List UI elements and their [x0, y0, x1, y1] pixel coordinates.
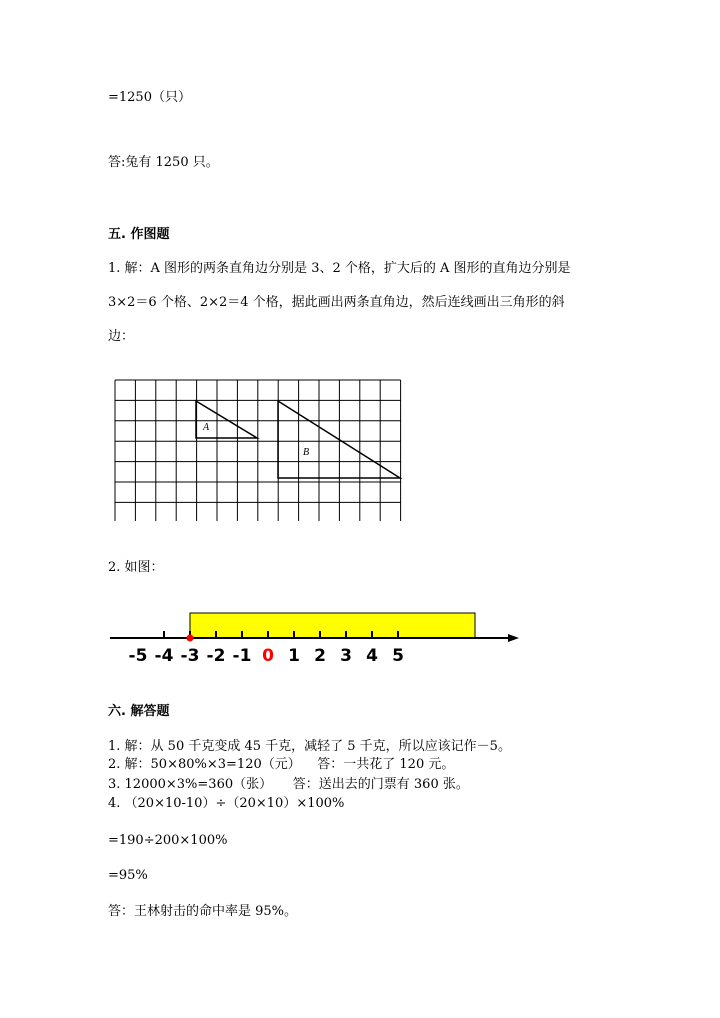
section-6-title: 六. 解答题 [108, 704, 170, 719]
calc-line-1: =190÷200×100% [108, 833, 228, 848]
q1-line-1: 1. 解：A 图形的两条直角边分别是 3、2 个格，扩大后的 A 图形的直角边分别是 [108, 261, 571, 276]
answer-3: 3. 12000×3%=360（张） 答：送出去的门票有 360 张。 [108, 777, 469, 792]
tick-label: -4 [154, 646, 174, 666]
tick-label: 3 [340, 646, 352, 666]
tick-label: -1 [232, 646, 252, 666]
section-5-title: 五. 作图题 [108, 227, 170, 242]
start-point [187, 635, 194, 642]
triangle-a-label: A [203, 422, 210, 433]
final-answer: 答：王林射击的命中率是 95%。 [108, 904, 298, 919]
highlight-region [190, 613, 475, 638]
q1-line-3: 边： [108, 329, 135, 344]
answer-2: 2. 解：50×80%×3=120（元） 答：一共花了 120 元。 [108, 757, 455, 772]
calc-result-line: =1250（只） [108, 90, 191, 105]
tick-label: 4 [366, 646, 378, 666]
triangle-b-label: B [303, 447, 310, 458]
tick-label: -2 [206, 646, 226, 666]
answer-4: 4. （20×10-10）÷（20×10）×100% [108, 796, 345, 811]
answer-1: 1. 解：从 50 千克变成 45 千克，减轻了 5 千克，所以应该记作－5。 [108, 739, 511, 754]
answer-line: 答:兔有 1250 只。 [108, 155, 219, 170]
tick-label: 2 [314, 646, 326, 666]
grid-figure [114, 379, 444, 521]
q2-line: 2. 如图： [108, 560, 164, 575]
tick-label: -5 [128, 646, 148, 666]
tick-label: -3 [180, 646, 200, 666]
number-line-figure [108, 605, 520, 667]
q1-line-2: 3×2＝6 个格、2×2＝4 个格，据此画出两条直角边，然后连线画出三角形的斜 [108, 295, 565, 310]
tick-label: 5 [392, 646, 404, 666]
calc-line-2: =95% [108, 868, 148, 883]
tick-label: 0 [262, 646, 274, 666]
tick-labels [129, 646, 404, 666]
axis-arrow [508, 634, 519, 642]
tick-label: 1 [288, 646, 300, 666]
